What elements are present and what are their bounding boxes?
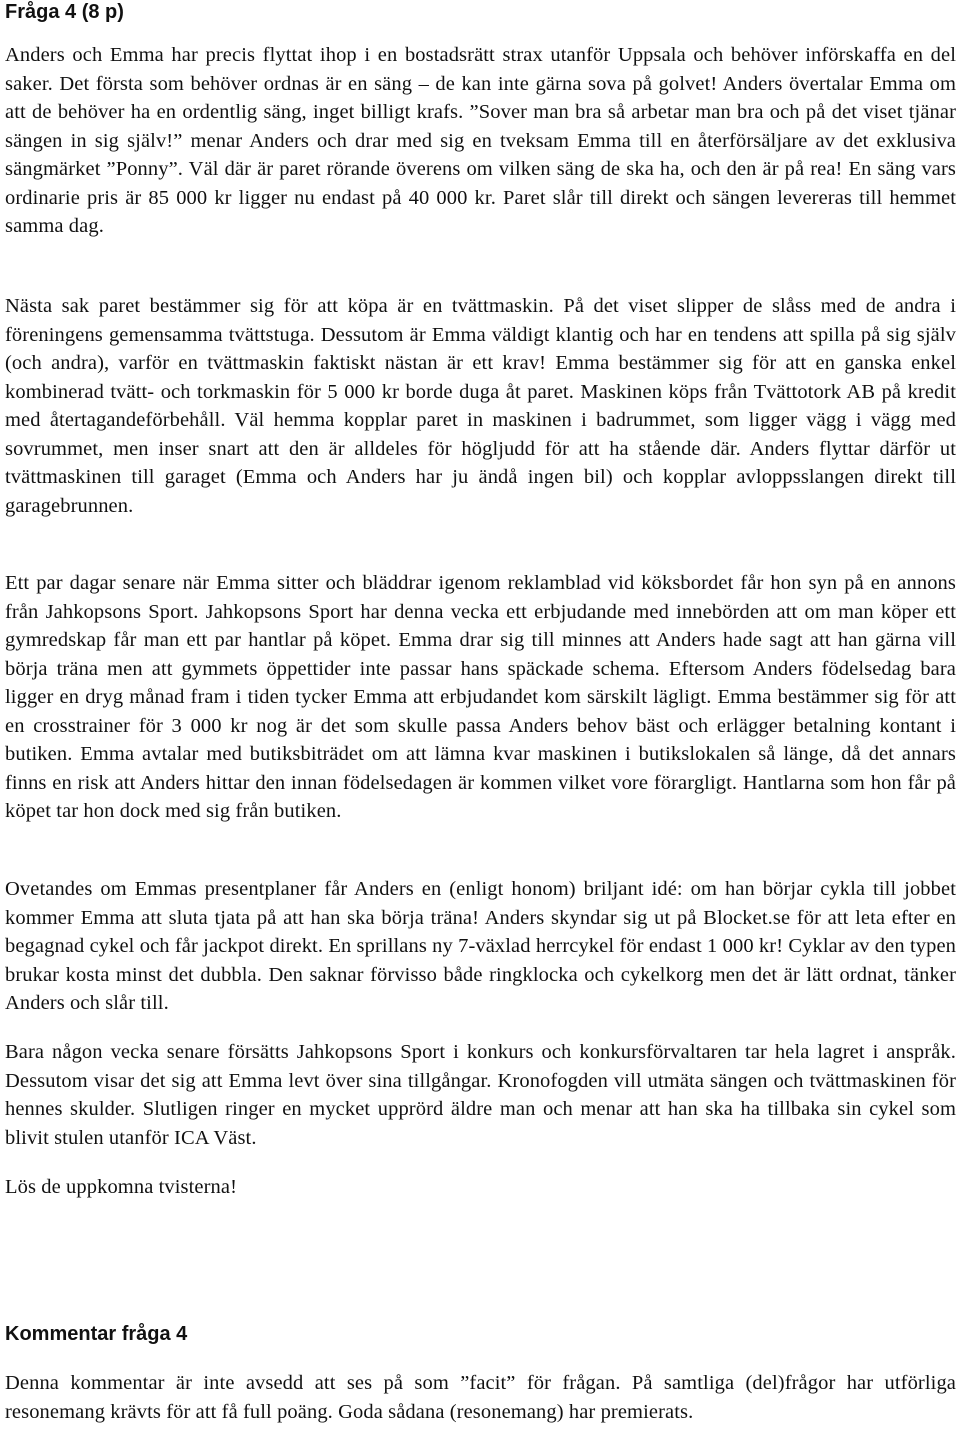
paragraph-crosstrainer: Ett par dagar senare när Emma sitter och bläddrar igenom reklamblad vid köksbordet får hon syn på en annons från Jahkopsons Sport. Jahkopsons Sport har denna vecka ett erbjudande med innebörden att om man köper ett gymredskap får man ett par hantlar på köpet. Emma drar sig till minnes att Anders hade sagt att han gärna vill börja träna men att gymmets öppettider inte passar hans späckade schema. Eftersom Anders födelsedag bara ligger en dryg månad fram i tiden tycker Emma att erbjudandet kom särskilt lägligt. Emma bestämmer sig för att en crosstrainer för 3 000 kr nog är det som skulle passa Anders behov bäst och erlägger betalning kontant i butiken. Emma avtalar med butiksbiträdet om att lämna kvar maskinen i butikslokalen så länge, då det annars finns en risk att Anders hittar den innan födelsedagen är kommen vilket vore förargligt. Hantlarna som hon får på köpet tar hon dock med sig från butiken. [5,572,956,822]
paragraph-bicycle: Ovetandes om Emmas presentplaner får Anders en (enligt honom) briljant idé: om han börjar cykla till jobbet kommer Emma att sluta tjata på att han ska börja träna! Anders skyndar sig ut på Blocket.se för att leta efter en begagnad cykel och får jackpot direkt. En sprillans ny 7-växlad herrcykel för endast 1 000 kr! Cyklar av den typen brukar kosta minst det dubbla. Den saknar förvisso både ringklocka och cykelkorg men det är lätt ordnat, tänker Anders och slår till. [5,878,956,1014]
paragraph-bankruptcy: Bara någon vecka senare försätts Jahkopsons Sport i konkurs och konkursförvaltaren tar hela lagret i anspråk. Dessutom visar det sig att Emma levt över sina tillgångar. Kronofogden vill utmäta sängen och tvättmaskinen för hennes skulder. Slutligen ringer en mycket upprörd äldre man och menar att han ska ha tillbaka sin cykel som blivit stulen utanför ICA Väst. [5,1041,956,1149]
question-heading: Fråga 4 (8 p) [5,1,124,23]
paragraph-comment: Denna kommentar är inte avsedd att ses på som ”facit” för frågan. På samtliga (del)frågor har utförliga resonemang krävts för att få full poäng. Goda sådana (resonemang) har premierats. [5,1372,956,1423]
paragraph-bed-purchase: Anders och Emma har precis flyttat ihop i en bostadsrätt strax utanför Uppsala och behöver införskaffa en del saker. Det första som behöver ordnas är en säng – de kan inte gärna sova på golvet! Anders övertalar Emma om att de behöver ha en ordentlig säng, inget billigt krafs. ”Sover man bra så arbetar man bra och på det viset tjänar sängen in sig själv!” menar Anders och drar med sig en tveksam Emma till en återförsäljare av det exklusiva sängmärket ”Ponny”. Väl där är paret rörande överens om vilken säng de ska ha, och den är på rea! En säng vars ordinarie pris är 85 000 kr ligger nu endast på 40 000 kr. Paret slår till direkt och sängen levereras till hemmet samma dag. [5,44,956,237]
paragraph-washing-machine: Nästa sak paret bestämmer sig för att köpa är en tvättmaskin. På det viset slipper de slåss med de andra i föreningens gemensamma tvättstuga. Dessutom är Emma väldigt klantig och har en tendens att spilla på sig själv (och andra), varför en tvättmaskin faktiskt nästan är ett krav! Emma bestämmer sig för att en ganska enkel kombinerad tvätt- och torkmaskin för 5 000 kr borde duga åt paret. Maskinen köps från Tvättotork AB på kredit med återtagandeförbehåll. Väl hemma kopplar paret in maskinen i badrummet, som ligger vägg i vägg med sovrummet, men inser snart att den är alldeles för högljudd för att ha stående där. Anders flyttar därför ut tvättmaskinen till garaget (Emma och Anders har ju ändå ingen bil) och kopplar avloppsslangen direkt till garagebrunnen. [5,295,956,517]
paragraph-instruction: Lös de uppkomna tvisterna! [5,1176,238,1198]
comment-heading: Kommentar fråga 4 [5,1323,188,1345]
